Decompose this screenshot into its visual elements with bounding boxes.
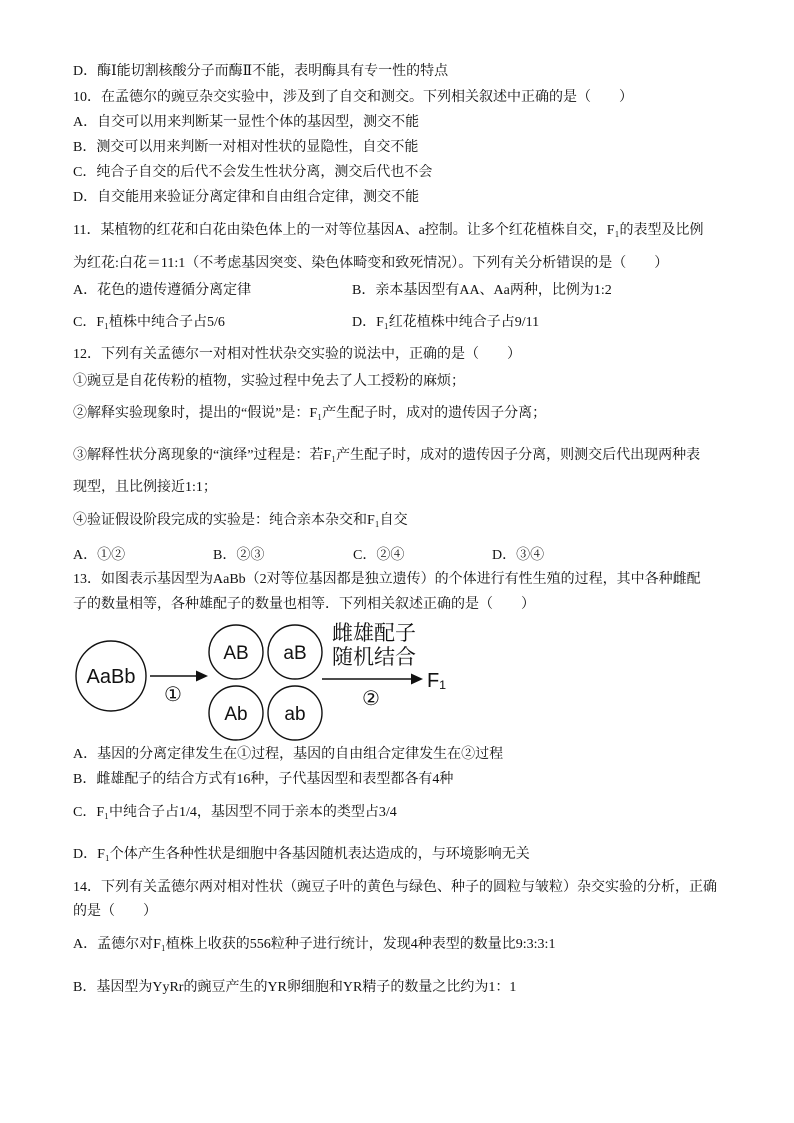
gamete-combination-diagram xyxy=(60,610,470,750)
q12-statement-2: ②解释实验现象时，提出的“假说”是：F₁产生配子时，成对的遗传因子分离； xyxy=(73,406,547,421)
q13-option-a: A．基因的分离定律发生在①过程，基因的自由组合定律发生在②过程 xyxy=(73,747,504,762)
q13-stem-line-1: 13．如图表示基因型为AaBb（2对等位基因都是独立遗传）的个体进行有性生殖的过程，其中各种雌配 xyxy=(73,572,701,587)
parent-genotype-label: AaBb xyxy=(86,666,136,688)
gamete-label-2: aB xyxy=(283,643,307,664)
q11-option-d: D．F₁红花植株中纯合子占9/11 xyxy=(352,315,540,330)
q11-stem-line-2: 为红花:白花＝11:1（不考虑基因突变、染色体畸变和致死情况）。下列有关分析错误的是（ ） xyxy=(73,256,669,271)
q10-stem: 10．在孟德尔的豌豆杂交实验中，涉及到了自交和测交。下列相关叙述中正确的是（ ） xyxy=(73,90,633,105)
q12-option-a: A．①② xyxy=(73,548,126,563)
q12-option-c: C．②④ xyxy=(353,548,405,563)
q12-stem: 12．下列有关孟德尔一对相对性状杂交实验的说法中，正确的是（ ） xyxy=(73,347,521,362)
q12-option-b: B．②③ xyxy=(213,548,265,563)
q13-option-b: B．雌雄配子的结合方式有16种，子代基因型和表型都各有4种 xyxy=(73,772,454,787)
q14-stem-line-2: 的是（ ） xyxy=(73,904,157,919)
q12-statement-3-line-1: ③解释性状分离现象的“演绎”过程是：若F₁产生配子时，成对的遗传因子分离，则测交后代出现两种表 xyxy=(73,448,701,463)
q12-statement-3-line-2: 现型，且比例接近1:1； xyxy=(73,480,217,495)
step1-arrow-head xyxy=(196,671,208,682)
step1-label: ① xyxy=(164,682,182,706)
q11-option-a: A．花色的遗传遵循分离定律 xyxy=(73,283,252,298)
q11-option-c: C．F₁植株中纯合子占5/6 xyxy=(73,315,225,330)
q10-option-a: A．自交可以用来判断某一显性个体的基因型，测交不能 xyxy=(73,115,420,130)
gamete-label-4: ab xyxy=(284,704,306,725)
gamete-label-1: AB xyxy=(223,643,249,664)
q10-option-c: C．纯合子自交的后代不会发生性状分离，测交后代也不会 xyxy=(73,165,433,180)
q12-statement-1: ①豌豆是自花传粉的植物，实验过程中免去了人工授粉的麻烦； xyxy=(73,374,465,389)
q14-option-b: B．基因型为YyRr的豌豆产生的YR卵细胞和YR精子的数量之比约为1：1 xyxy=(73,980,517,995)
q13-stem-line-2: 子的数量相等，各种雄配子的数量也相等．下列相关叙述正确的是（ ） xyxy=(73,597,535,612)
q11-stem-line-1: 11．某植物的红花和白花由染色体上的一对等位基因A、a控制。让多个红花植株自交，F₁的表型及比例 xyxy=(73,223,704,238)
q13-option-c: C．F₁中纯合子占1/4，基因型不同于亲本的类型占3/4 xyxy=(73,805,397,820)
step2-arrow-head xyxy=(411,674,423,685)
random-fusion-label-line-2: 随机结合 xyxy=(332,645,416,669)
q10-option-d: D．自交能用来验证分离定律和自由组合定律，测交不能 xyxy=(73,190,420,205)
gamete-label-3: Ab xyxy=(224,704,248,725)
q10-option-b: B．测交可以用来判断一对相对性状的显隐性，自交不能 xyxy=(73,140,419,155)
q14-option-a: A．孟德尔对F₁植株上收获的556粒种子进行统计，发现4种表型的数量比9:3:3:1 xyxy=(73,937,556,952)
q12-option-d: D．③④ xyxy=(492,548,545,563)
q11-option-b: B．亲本基因型有AA、Aa两种，比例为1:2 xyxy=(352,283,612,298)
q9-option-d: D．酶Ⅰ能切割核酸分子而酶Ⅱ不能，表明酶具有专一性的特点 xyxy=(73,64,449,79)
random-fusion-label-line-1: 雌雄配子 xyxy=(332,621,416,645)
step2-label: ② xyxy=(362,686,380,710)
q13-option-d: D．F₁个体产生各种性状是细胞中各基因随机表达造成的，与环境影响无关 xyxy=(73,847,530,862)
offspring-label: F₁ xyxy=(427,670,446,692)
q14-stem-line-1: 14．下列有关孟德尔两对相对性状（豌豆子叶的黄色与绿色、种子的圆粒与皱粒）杂交实验的分析，正确 xyxy=(73,880,717,895)
q12-statement-4: ④验证假设阶段完成的实验是：纯合亲本杂交和F₁自交 xyxy=(73,513,408,528)
